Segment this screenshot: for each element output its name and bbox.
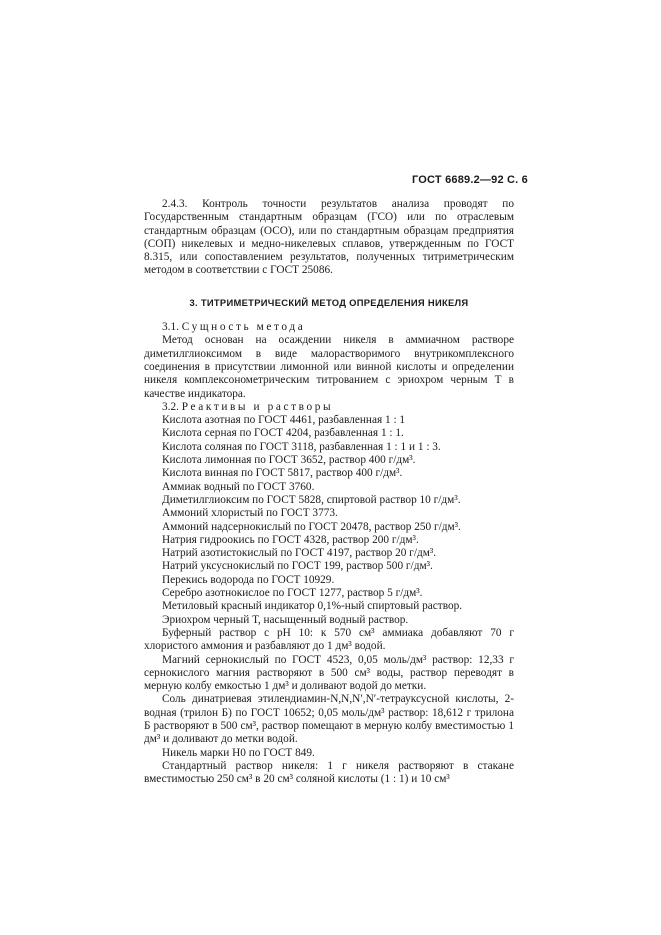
heading-3-2-title: Реактивы и растворы xyxy=(181,400,334,413)
reagent-item: Аммоний хлористый по ГОСТ 3773. xyxy=(162,507,338,520)
reagent-item: Эриохром черный Т, насыщенный водный раствор. xyxy=(162,613,409,626)
document-body xyxy=(144,198,514,786)
reagent-item: Кислота азотная по ГОСТ 4461, разбавленная 1 : 1 xyxy=(162,414,406,427)
reagent-item: Диметилглиоксим по ГОСТ 5828, спиртовой раствор 10 г/дм³. xyxy=(162,493,461,506)
paragraph-3-1: Метод основан на осаждении никеля в аммиачном растворе диметилглиоксимом в виде малорастворимого внутрикомплексного соединения в присутствии лимонной или винной кислоты и определении никеля комплексонометрическим титрованием с эриохром черным Т в качестве индикатора. xyxy=(144,334,514,400)
heading-3-1 xyxy=(144,321,514,334)
heading-3-2 xyxy=(144,401,514,414)
reagent-item: Метиловый красный индикатор 0,1%-ный спиртовый раствор. xyxy=(162,600,463,613)
reagent-item: Перекись водорода по ГОСТ 10929. xyxy=(162,573,335,586)
paragraph-standard-solution: Стандартный раствор никеля: 1 г никеля растворяют в стакане вместимостью 250 см³ в 20 см³ соляной кислоты (1 : 1) и 10 см³ xyxy=(144,759,514,786)
reagent-item: Кислота винная по ГОСТ 5817, раствор 400 г/дм³. xyxy=(162,467,403,480)
reagent-item: Натрий уксуснокислый по ГОСТ 199, раствор 500 г/дм³. xyxy=(162,560,433,573)
page-header: ГОСТ 6689.2—92 С. 6 xyxy=(411,174,528,186)
paragraph-buffer-solution: Буферный раствор с рН 10: к 570 см³ аммиака добавляют 70 г хлористого аммония и разбавляют до 1 дм³ водой. xyxy=(144,626,514,653)
reagent-item: Кислота соляная по ГОСТ 3118, разбавленная 1 : 1 и 1 : 3. xyxy=(162,440,441,453)
reagent-item: Кислота серная по ГОСТ 4204, разбавленная 1 : 1. xyxy=(162,427,404,440)
heading-3-1-title: Сущность метода xyxy=(181,321,306,334)
reagent-item: Натрия гидроокись по ГОСТ 4328, раствор 200 г/дм³. xyxy=(162,533,419,546)
section-title: 3. ТИТРИМЕТРИЧЕСКИЙ МЕТОД ОПРЕДЕЛЕНИЯ НИКЕЛЯ xyxy=(189,296,469,308)
heading-3-1-number: 3.1. xyxy=(162,321,179,334)
paragraph-trilon-b: Соль динатриевая этилендиамин-N,N,N′,N′-тетрауксусной кислоты, 2-водная (трилон Б) по ГОСТ 10652; 0,05 моль/дм³ раствор: 18,612 г трилона Б растворяют в 500 см³, раствор помещают в мерную колбу вместимостью 1 дм³ и доливают до метки водой. xyxy=(144,693,514,746)
paragraph-magnesium-sulfate: Магний сернокислый по ГОСТ 4523, 0,05 моль/дм³ раствор: 12,33 г сернокислого магния растворяют в 500 см³ воды, раствор переводят в мерную колбу емкостью 1 дм³ и доливают водой до метки. xyxy=(144,653,514,693)
reagent-item: Аммиак водный по ГОСТ 3760. xyxy=(162,480,315,493)
reagent-item: Кислота лимонная по ГОСТ 3652, раствор 400 г/дм³. xyxy=(162,454,416,467)
heading-3-2-number: 3.2. xyxy=(162,400,179,413)
paragraph-nickel-grade: Никель марки Н0 по ГОСТ 849. xyxy=(162,746,315,759)
reagent-item: Аммоний надсернокислый по ГОСТ 20478, раствор 250 г/дм³. xyxy=(162,520,461,533)
paragraph-2-4-3: 2.4.3. Контроль точности результатов анализа проводят по Государственным стандартным образцам (ГСО) или по отраслевым стандартным образцам (ОСО), или по стандартным образцам предприятия (СОП) никелевых и медно-никелевых сплавов, утвержденным по ГОСТ 8.315, или сопоставлением результатов, полученных титриметрическим методом в соответствии с ГОСТ 25086. xyxy=(144,198,514,277)
reagent-item: Натрий азотистокислый по ГОСТ 4197, раствор 20 г/дм³. xyxy=(162,547,437,560)
reagent-item: Серебро азотнокислое по ГОСТ 1277, раствор 5 г/дм³. xyxy=(162,587,423,600)
